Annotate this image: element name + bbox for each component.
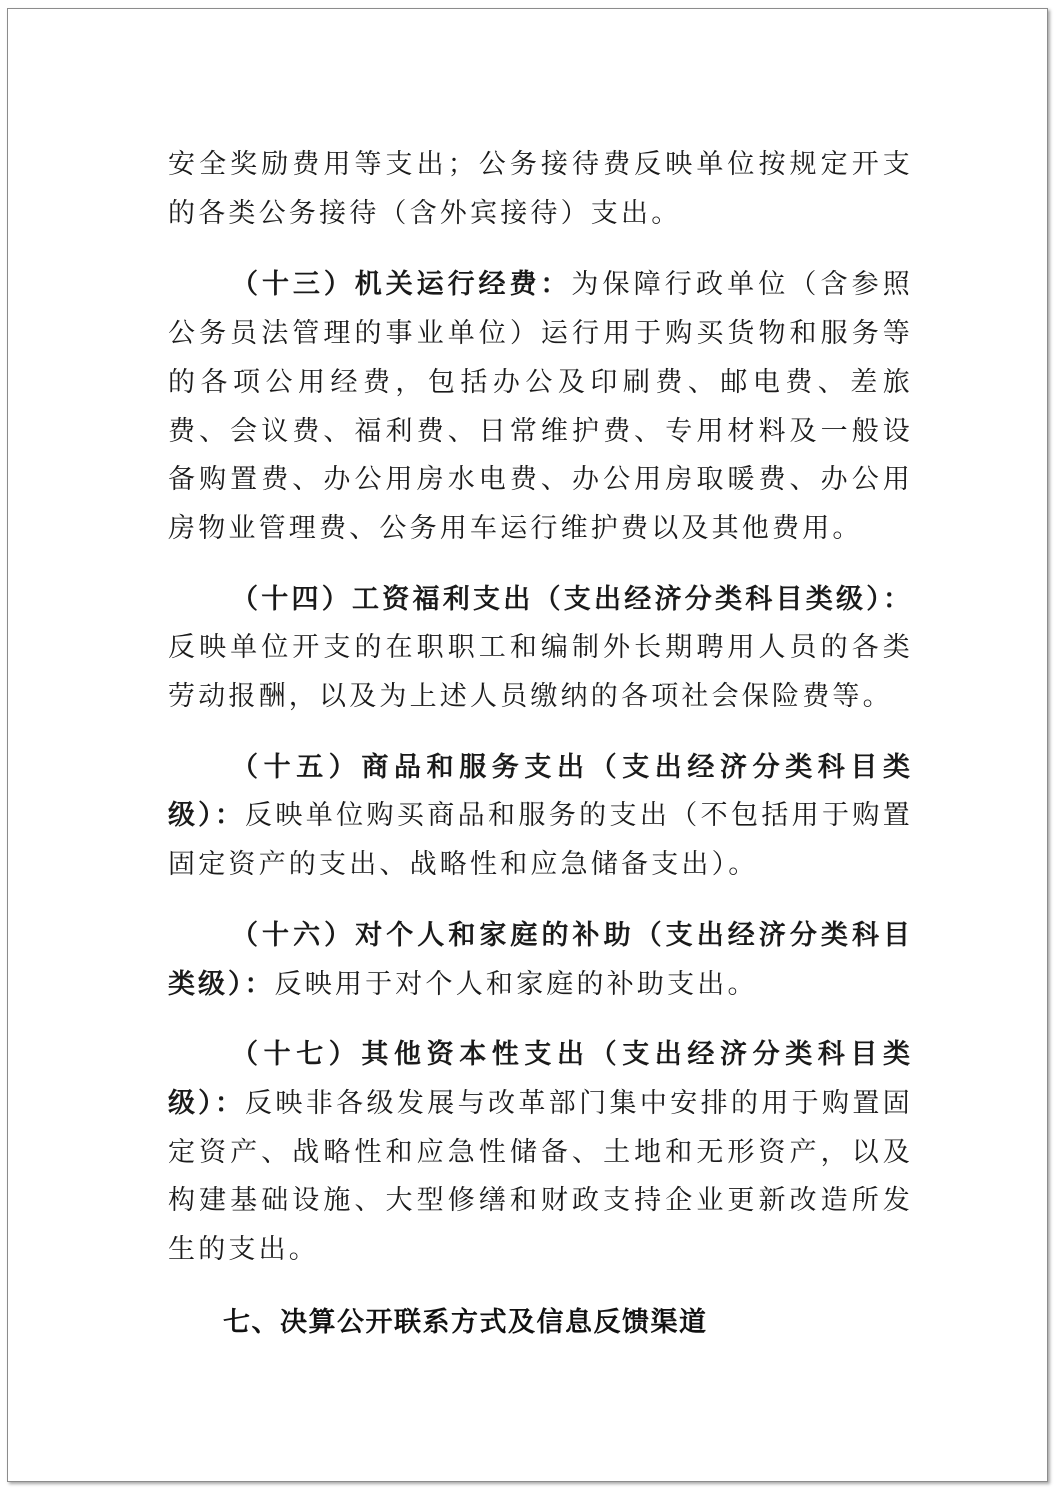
paragraph-lead: （十七）其他资本性支出（支出经济分类科目类级）： (168, 1039, 913, 1119)
paragraph-continuation (168, 141, 913, 238)
section-heading: 七、决算公开联系方式及信息反馈渠道 (223, 1306, 708, 1338)
paragraph-lead: （十三）机关运行经费： (231, 269, 572, 301)
paragraph-item-15 (168, 744, 913, 890)
paragraph-item-16 (168, 912, 913, 1009)
paragraph-text: 反映用于对个人和家庭的补助支出。 (274, 968, 758, 1000)
paragraph-text: 反映单位开支的在职职工和编制外长期聘用人员的各类劳动报酬，以及为上述人员缴纳的各项社会保险费等。 (168, 632, 913, 713)
paragraph-item-14 (168, 576, 913, 722)
paragraph-text: 为保障行政单位（含参照公务员法管理的事业单位）运行用于购买货物和服务等的各项公用经费，包括办公及印刷费、邮电费、差旅费、会议费、福利费、日常维护费、专用材料及一般设备购置费、办公用房水电费、办公用房取暖费、办公用房物业管理费、公务用车运行维护费以及其他费用。 (168, 269, 914, 544)
paragraph-text: 反映非各级发展与改革部门集中安排的用于购置固定资产、战略性和应急性储备、土地和无形资产，以及构建基础设施、大型修缮和财政支持企业更新改造所发生的支出。 (168, 1087, 913, 1266)
paragraph-text: 反映单位购买商品和服务的支出（不包括用于购置固定资产的支出、战略性和应急储备支出）。 (168, 800, 913, 881)
paragraph-lead: （十四）工资福利支出（支出经济分类科目类级）： (231, 583, 913, 615)
paragraph-item-17 (168, 1031, 913, 1275)
paragraph-lead: （十五）商品和服务支出（支出经济分类科目类级）： (168, 751, 913, 832)
document-body (168, 141, 913, 1347)
paragraph-item-13 (168, 261, 913, 553)
paragraph-text: 安全奖励费用等支出；公务接待费反映单位按规定开支的各类公务接待（含外宾接待）支出。 (168, 149, 913, 229)
paragraph-lead: （十六）对个人和家庭的补助（支出经济分类科目类级）： (168, 919, 913, 1000)
